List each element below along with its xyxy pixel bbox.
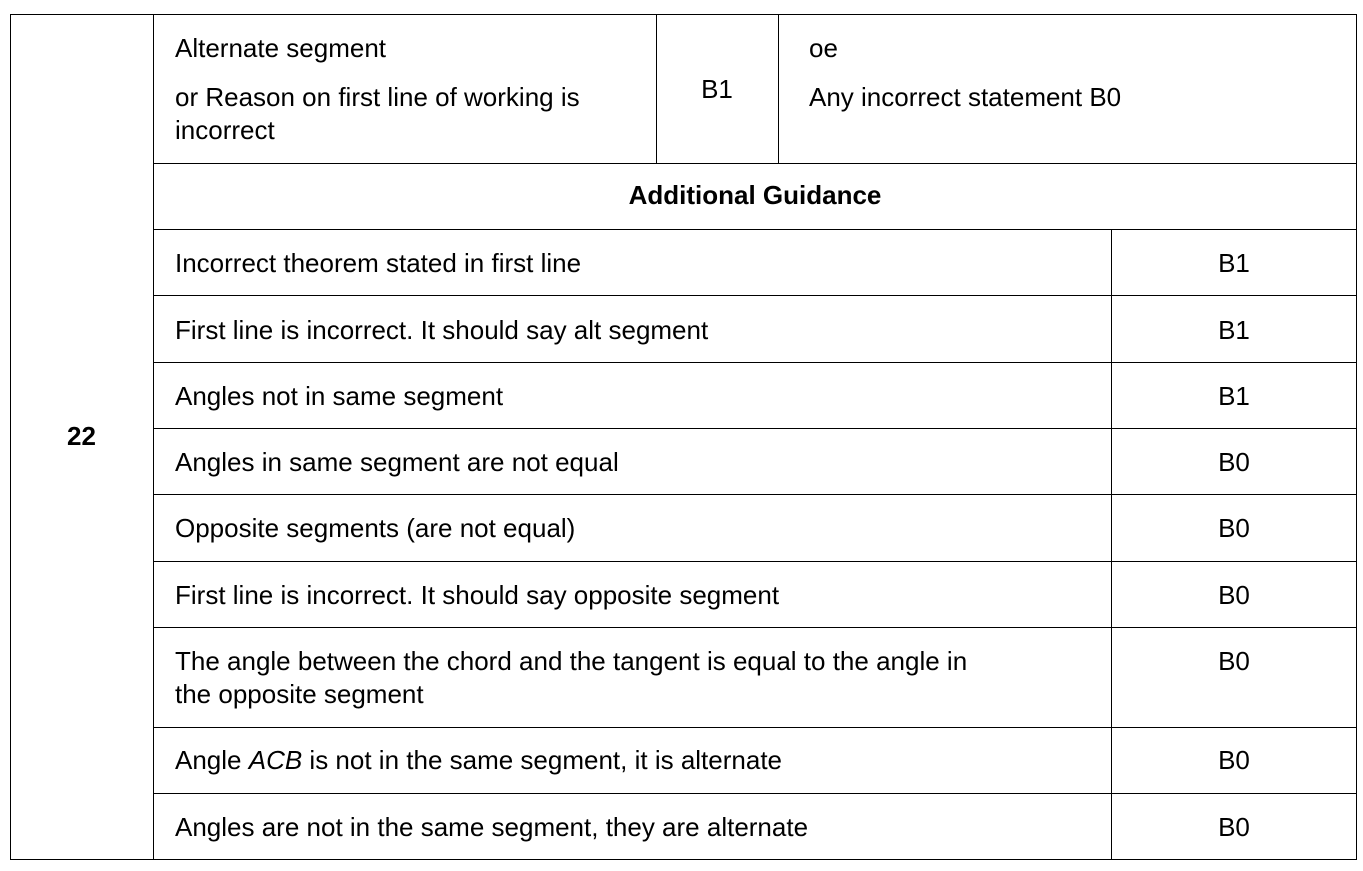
table-border-top: [10, 14, 1357, 15]
comment-line-1: oe: [809, 33, 838, 63]
guidance-row-text: Angles not in same segment: [175, 381, 504, 411]
guidance-row-mark: B1: [1218, 315, 1250, 345]
row-divider: [153, 627, 1357, 628]
guidance-row-text: Incorrect theorem stated in first line: [175, 248, 582, 278]
guidance-row-text: Angles are not in the same segment, they are alternate: [175, 812, 809, 842]
guidance-row-text: [175, 744, 782, 777]
row-divider: [153, 362, 1357, 363]
row-divider: [153, 295, 1357, 296]
guidance-row-text: First line is incorrect. It should say alt segment: [175, 315, 709, 345]
answer-line-2: or Reason on first line of working is: [175, 82, 580, 112]
answer-mark: B1: [701, 74, 733, 104]
text-segment: Angle: [175, 745, 249, 775]
answer-line-1: Alternate segment: [175, 33, 387, 63]
guidance-row-mark: B0: [1218, 513, 1250, 543]
guidance-row-text-line-2: the opposite segment: [175, 679, 424, 709]
row-divider: [153, 793, 1357, 794]
guidance-row-text: Opposite segments (are not equal): [175, 513, 576, 543]
guidance-row-mark: B0: [1218, 745, 1250, 775]
table-border-right: [1356, 14, 1357, 860]
guidance-row-mark: B1: [1218, 248, 1250, 278]
question-column-divider: [153, 14, 154, 860]
guidance-row-mark: B0: [1218, 646, 1250, 676]
text-segment: is not in the same segment, it is alternate: [302, 745, 782, 775]
guidance-row-mark: B0: [1218, 447, 1250, 477]
guidance-row-text: First line is incorrect. It should say opposite segment: [175, 580, 780, 610]
guidance-row-text-line-1: The angle between the chord and the tangent is equal to the angle in: [175, 646, 968, 676]
mark-column-divider-right: [778, 14, 779, 163]
row-divider: [153, 494, 1357, 495]
comment-line-2: Any incorrect statement B0: [809, 82, 1122, 112]
row-divider: [153, 229, 1357, 230]
answer-line-3: incorrect: [175, 115, 275, 145]
table-border-bottom: [10, 859, 1357, 860]
guidance-row-mark: B0: [1218, 580, 1250, 610]
row-divider: [153, 428, 1357, 429]
question-number: 22: [67, 421, 96, 451]
row-divider: [153, 561, 1357, 562]
guidance-row-text: Angles in same segment are not equal: [175, 447, 619, 477]
row-divider: [153, 727, 1357, 728]
guidance-heading: Additional Guidance: [628, 180, 882, 210]
angle-label: ACB: [248, 745, 303, 775]
row-divider: [153, 163, 1357, 164]
guidance-row-mark: B0: [1218, 812, 1250, 842]
guidance-row-mark: B1: [1218, 381, 1250, 411]
